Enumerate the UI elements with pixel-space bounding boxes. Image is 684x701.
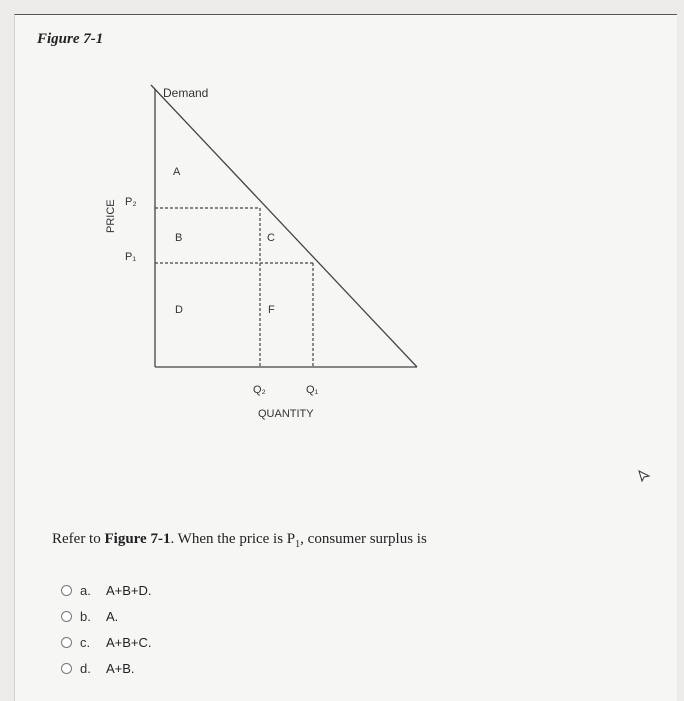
- radio-icon[interactable]: [61, 611, 72, 622]
- price-tick-p2: P₂: [125, 196, 137, 208]
- quantity-tick-q2: Q₂: [253, 384, 266, 396]
- mouse-pointer-icon: [637, 469, 651, 483]
- radio-icon[interactable]: [61, 663, 72, 674]
- option-a[interactable]: a. A+B+D.: [61, 577, 152, 603]
- demand-curve: [151, 85, 417, 367]
- price-axis-label: PRICE: [105, 199, 117, 233]
- region-b-label: B: [175, 232, 183, 244]
- figure-diagram: [15, 15, 677, 455]
- radio-icon[interactable]: [61, 637, 72, 648]
- region-a-label: A: [173, 166, 181, 178]
- question-text: Refer to Figure 7-1. When the price is $P_1$, consumer surplus is: [52, 531, 427, 550]
- option-b[interactable]: b. A.: [61, 603, 152, 629]
- quantity-axis-label: QUANTITY: [258, 408, 314, 420]
- answer-options: [61, 577, 152, 681]
- region-c-label: C: [267, 232, 275, 244]
- figure-title: Figure 7-1: [37, 31, 104, 47]
- question-page: [14, 14, 677, 701]
- radio-icon[interactable]: [61, 585, 72, 596]
- quantity-tick-q1: Q₁: [306, 384, 319, 396]
- price-tick-p1: P₁: [125, 251, 137, 263]
- demand-label: Demand: [163, 86, 209, 100]
- option-d[interactable]: d. A+B.: [61, 655, 152, 681]
- region-f-label: F: [268, 304, 275, 316]
- figure-reference: Figure 7-1: [104, 531, 171, 547]
- option-c[interactable]: c. A+B+C.: [61, 629, 152, 655]
- region-d-label: D: [175, 304, 183, 316]
